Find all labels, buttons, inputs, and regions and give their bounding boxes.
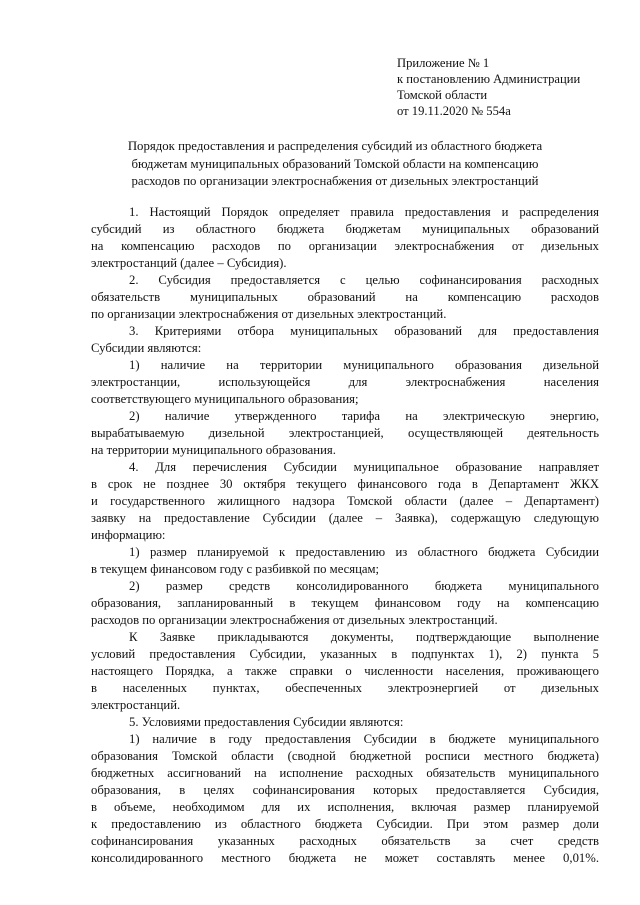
body-line: 2) размер средств консолидированного бюджета муниципального <box>129 579 599 593</box>
body-line: образования, в целях софинансирования которых предоставляется Субсидия, <box>91 783 599 797</box>
body-line: на территории муниципального образования. <box>91 443 336 457</box>
body-line: в срок не позднее 30 октября текущего финансового года в Департамент ЖКХ <box>91 477 599 491</box>
body-line: субсидий из областного бюджета бюджетам муниципальных образований <box>91 222 599 236</box>
body-line: в объеме, необходимом для их исполнения, включая размер планируемой <box>91 800 599 814</box>
body-line: 2) наличие утвержденного тарифа на электрическую энергию, <box>129 409 599 423</box>
body-line: настоящего Порядка, а также справки о численности населения, проживающего <box>91 664 599 678</box>
annex-line: от 19.11.2020 № 554а <box>397 104 511 118</box>
title-line: бюджетам муниципальных образований Томской области на компенсацию <box>131 156 539 171</box>
document-title <box>60 138 610 191</box>
body-line: бюджетных ассигнований на исполнение расходных обязательств муниципального <box>91 766 599 780</box>
annex-block <box>397 55 617 119</box>
body-line: заявку на предоставление Субсидии (далее – Заявка), содержащую следующую <box>91 511 599 525</box>
body-line: расходов по организации электроснабжения от дизельных электростанций. <box>91 613 498 627</box>
body-line: 1) наличие на территории муниципального образования дизельной <box>129 358 599 372</box>
body-line: соответствующего муниципального образования; <box>91 392 359 406</box>
body-line: 5. Условиями предоставления Субсидии являются: <box>129 715 404 729</box>
body-line: консолидированного местного бюджета не может составлять менее 0,01%. <box>91 851 599 865</box>
body-line: 4. Для перечисления Субсидии муниципальное образование направляет <box>129 460 599 474</box>
body-line: электростанций (далее – Субсидия). <box>91 256 287 270</box>
body-line: 1) наличие в году предоставления Субсидии в бюджете муниципального <box>129 732 599 746</box>
body-line: Субсидии являются: <box>91 341 202 355</box>
body-line: вырабатываемую дизельной электростанцией, осуществляющей деятельность <box>91 426 599 440</box>
body-line: к предоставлению из областного бюджета Субсидии. При этом размер доли <box>91 817 599 831</box>
body-line: образования, запланированный в текущем финансовом году на компенсацию <box>91 596 599 610</box>
body-line: и государственного жилищного надзора Томской области (далее – Департамент) <box>91 494 599 508</box>
body-line: в текущем финансовом году с разбивкой по месяцам; <box>91 562 380 576</box>
body-line: обязательств муниципальных образований на компенсацию расходов <box>91 290 599 304</box>
body-line: в населенных пунктах, обеспеченных электроэнергией от дизельных <box>91 681 599 695</box>
body-line: К Заявке прикладываются документы, подтверждающие выполнение <box>129 630 599 644</box>
body-line: 3. Критериями отбора муниципальных образований для предоставления <box>129 324 599 338</box>
body-line: по организации электроснабжения от дизельных электростанций. <box>91 307 447 321</box>
title-line: расходов по организации электроснабжения от дизельных электростанций <box>131 174 539 188</box>
document-body <box>91 204 599 867</box>
body-line: софинансирования указанных расходных обязательств за счет средств <box>91 834 599 848</box>
body-line: 1) размер планируемой к предоставлению из областного бюджета Субсидии <box>129 545 599 559</box>
annex-line: Приложение № 1 <box>397 56 490 70</box>
title-line: Порядок предоставления и распределения субсидий из областного бюджета <box>127 139 543 153</box>
annex-line: Томской области <box>397 88 488 102</box>
body-line: условий предоставления Субсидии, указанных в подпунктах 1), 2) пункта 5 <box>91 647 599 661</box>
body-line: 2. Субсидия предоставляется с целью софинансирования расходных <box>129 273 599 287</box>
body-line: образования Томской области (сводной бюджетной росписи местного бюджета) <box>91 749 599 763</box>
body-line: 1. Настоящий Порядок определяет правила предоставления и распределения <box>129 205 599 219</box>
annex-line: к постановлению Администрации <box>397 72 581 86</box>
body-line: электростанции, использующейся для электроснабжения населения <box>91 375 599 389</box>
body-line: электростанций. <box>91 698 181 712</box>
body-line: на компенсацию расходов по организации электроснабжения от дизельных <box>91 239 599 253</box>
body-line: информацию: <box>91 528 166 542</box>
